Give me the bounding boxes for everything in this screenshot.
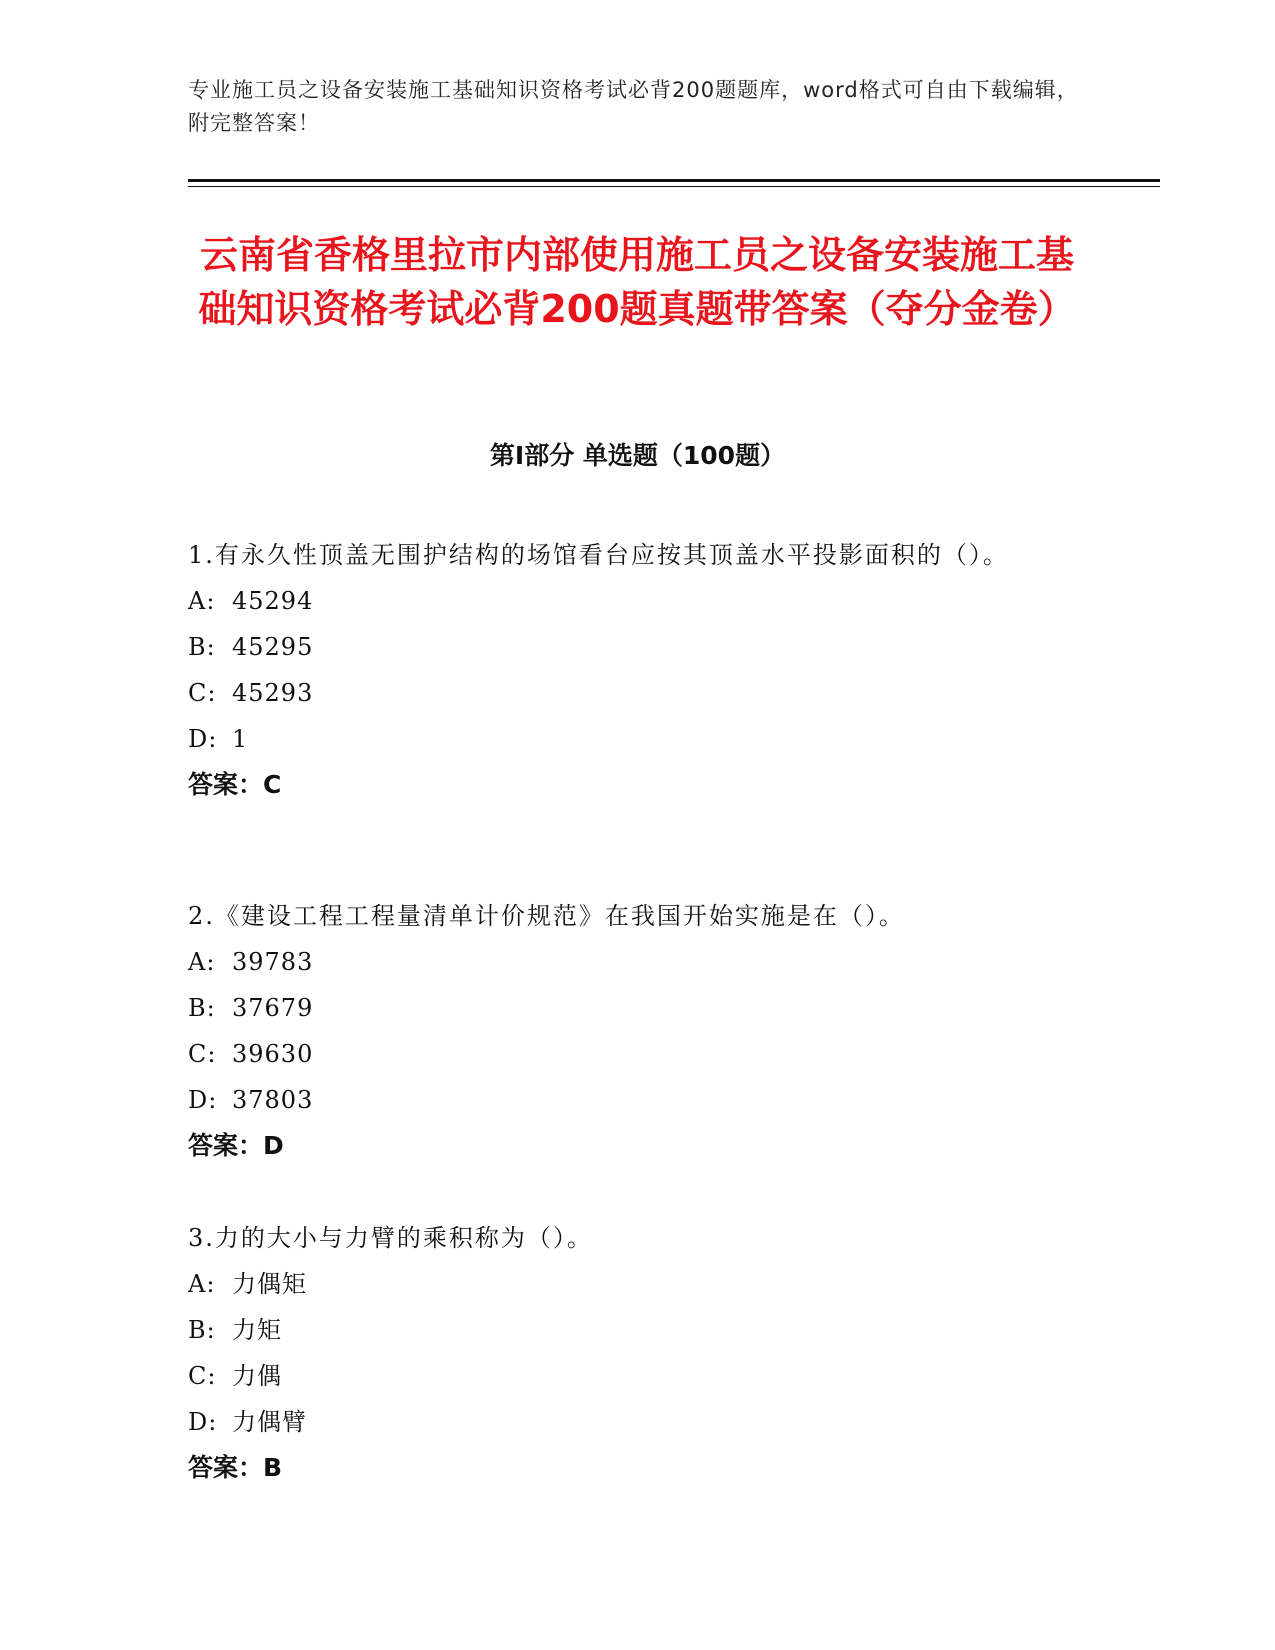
option-letter: D: bbox=[188, 725, 218, 753]
option-d bbox=[188, 716, 1078, 762]
option-text: 37803 bbox=[232, 1086, 314, 1114]
document-title: 云南省香格里拉市内部使用施工员之设备安装施工基础知识资格考试必背200题真题带答案（夺分金卷） bbox=[198, 233, 1076, 331]
header-rule-thin bbox=[188, 186, 1160, 187]
question-stem: 2.《建设工程工程量清单计价规范》在我国开始实施是在（）。 bbox=[188, 902, 905, 930]
option-c bbox=[188, 1031, 1078, 1077]
option-letter: D: bbox=[188, 1086, 218, 1114]
option-letter: C: bbox=[188, 679, 217, 707]
option-text: 45295 bbox=[232, 633, 314, 661]
option-text: 45294 bbox=[232, 587, 314, 615]
option-letter: A: bbox=[188, 587, 216, 615]
option-d bbox=[188, 1399, 1078, 1445]
header-rule-thick bbox=[188, 179, 1160, 182]
option-letter: B: bbox=[188, 1316, 216, 1344]
option-a bbox=[188, 1261, 1078, 1307]
question-stem: 1.有永久性顶盖无围护结构的场馆看台应按其顶盖水平投影面积的（）。 bbox=[188, 541, 1009, 569]
question-2 bbox=[188, 893, 1078, 1169]
option-text: 力偶臂 bbox=[232, 1408, 307, 1436]
option-text: 1 bbox=[232, 725, 249, 753]
option-b bbox=[188, 1307, 1078, 1353]
option-letter: A: bbox=[188, 948, 216, 976]
option-letter: C: bbox=[188, 1362, 217, 1390]
option-a bbox=[188, 578, 1078, 624]
answer-label: 答案：D bbox=[188, 1131, 284, 1160]
option-text: 力矩 bbox=[232, 1316, 282, 1344]
answer-label: 答案：B bbox=[188, 1453, 283, 1482]
option-d bbox=[188, 1077, 1078, 1123]
section-heading: 第I部分 单选题（100题） bbox=[489, 441, 786, 470]
question-stem: 3.力的大小与力臂的乘积称为（）。 bbox=[188, 1224, 593, 1252]
option-text: 39630 bbox=[232, 1040, 314, 1068]
option-letter: A: bbox=[188, 1270, 216, 1298]
question-1 bbox=[188, 532, 1078, 808]
option-letter: C: bbox=[188, 1040, 217, 1068]
option-b bbox=[188, 624, 1078, 670]
question-3 bbox=[188, 1215, 1078, 1491]
option-text: 39783 bbox=[232, 948, 314, 976]
option-text: 45293 bbox=[232, 679, 314, 707]
option-c bbox=[188, 1353, 1078, 1399]
option-a bbox=[188, 939, 1078, 985]
option-b bbox=[188, 985, 1078, 1031]
option-text: 37679 bbox=[232, 994, 314, 1022]
option-text: 力偶矩 bbox=[232, 1270, 307, 1298]
option-letter: B: bbox=[188, 994, 216, 1022]
answer-label: 答案：C bbox=[188, 770, 282, 799]
option-text: 力偶 bbox=[232, 1362, 282, 1390]
header-note: 专业施工员之设备安装施工基础知识资格考试必背200题题库，word格式可自由下载编辑，附完整答案！ bbox=[188, 78, 1079, 135]
option-letter: D: bbox=[188, 1408, 218, 1436]
option-letter: B: bbox=[188, 633, 216, 661]
option-c bbox=[188, 670, 1078, 716]
